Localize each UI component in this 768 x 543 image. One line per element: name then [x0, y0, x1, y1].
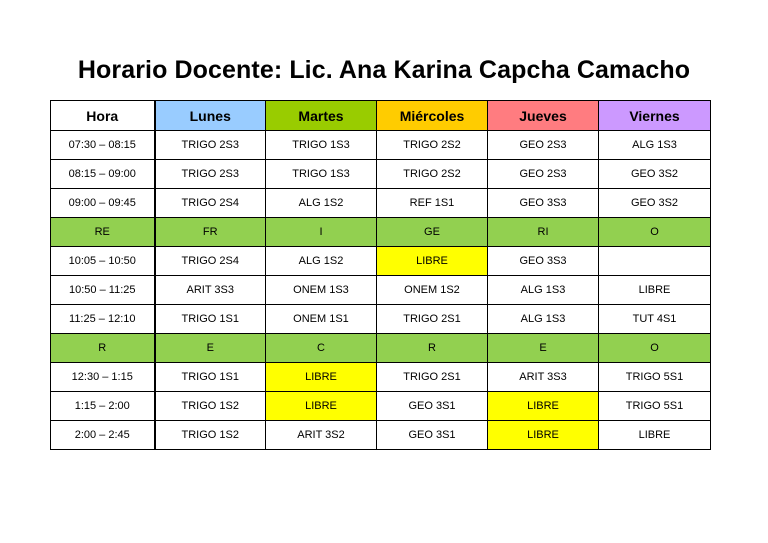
header-martes: Martes: [266, 101, 377, 131]
schedule-cell: E: [155, 334, 266, 363]
schedule-cell: TRIGO 1S3: [266, 160, 377, 189]
schedule-cell: GEO 2S3: [488, 131, 599, 160]
schedule-cell: TRIGO 5S1: [599, 363, 711, 392]
time-cell: 1:15 – 2:00: [51, 392, 155, 421]
table-row: [51, 276, 711, 305]
schedule-cell: TRIGO 5S1: [599, 392, 711, 421]
schedule-cell: TRIGO 2S3: [155, 160, 266, 189]
schedule-cell: GEO 2S3: [488, 160, 599, 189]
schedule-cell: GEO 3S3: [488, 189, 599, 218]
schedule-cell: RI: [488, 218, 599, 247]
break-row: [51, 218, 711, 247]
schedule-cell: ONEM 1S3: [266, 276, 377, 305]
header-jueves: Jueves: [488, 101, 599, 131]
table-row: [51, 131, 711, 160]
schedule-cell: ONEM 1S1: [266, 305, 377, 334]
schedule-table: [50, 100, 711, 450]
time-cell: 10:05 – 10:50: [51, 247, 155, 276]
schedule-cell: TRIGO 2S3: [155, 131, 266, 160]
page-title: Horario Docente: Lic. Ana Karina Capcha Camacho: [77, 56, 691, 84]
schedule-cell: TRIGO 1S1: [155, 363, 266, 392]
schedule-cell: ALG 1S2: [266, 189, 377, 218]
table-row: [51, 392, 711, 421]
table-row: [51, 160, 711, 189]
time-cell: RE: [51, 218, 155, 247]
schedule-cell: LIBRE: [599, 421, 711, 450]
schedule-cell: TUT 4S1: [599, 305, 711, 334]
schedule-cell: R: [377, 334, 488, 363]
schedule-cell: GEO 3S2: [599, 160, 711, 189]
schedule-cell: ALG 1S2: [266, 247, 377, 276]
schedule-cell: LIBRE: [488, 421, 599, 450]
schedule-cell: ARIT 3S3: [488, 363, 599, 392]
schedule-cell: TRIGO 2S4: [155, 189, 266, 218]
schedule-cell: ALG 1S3: [488, 276, 599, 305]
header-miercoles: Miércoles: [377, 101, 488, 131]
schedule-cell: ALG 1S3: [599, 131, 711, 160]
schedule-cell: GEO 3S1: [377, 421, 488, 450]
schedule-cell: GEO 3S1: [377, 392, 488, 421]
schedule-cell: LIBRE: [488, 392, 599, 421]
time-cell: 10:50 – 11:25: [51, 276, 155, 305]
header-lunes: Lunes: [155, 101, 266, 131]
schedule-cell: LIBRE: [266, 392, 377, 421]
table-row: [51, 247, 711, 276]
table-row: [51, 189, 711, 218]
time-cell: 09:00 – 09:45: [51, 189, 155, 218]
schedule-cell: TRIGO 2S4: [155, 247, 266, 276]
schedule-cell: GEO 3S2: [599, 189, 711, 218]
schedule-body: [51, 131, 711, 450]
schedule-cell: TRIGO 1S1: [155, 305, 266, 334]
table-row: [51, 305, 711, 334]
schedule-cell: LIBRE: [266, 363, 377, 392]
header-row: [51, 101, 711, 131]
schedule-cell: ALG 1S3: [488, 305, 599, 334]
table-row: [51, 421, 711, 450]
break-row: [51, 334, 711, 363]
time-cell: R: [51, 334, 155, 363]
schedule-cell: TRIGO 1S2: [155, 421, 266, 450]
time-cell: 11:25 – 12:10: [51, 305, 155, 334]
schedule-cell: REF 1S1: [377, 189, 488, 218]
schedule-cell: TRIGO 2S2: [377, 160, 488, 189]
schedule-cell: I: [266, 218, 377, 247]
schedule-cell: FR: [155, 218, 266, 247]
schedule-cell: TRIGO 2S2: [377, 131, 488, 160]
time-cell: 12:30 – 1:15: [51, 363, 155, 392]
schedule-cell: ARIT 3S2: [266, 421, 377, 450]
schedule-cell: [599, 247, 711, 276]
time-cell: 2:00 – 2:45: [51, 421, 155, 450]
schedule-cell: O: [599, 334, 711, 363]
schedule-cell: C: [266, 334, 377, 363]
time-cell: 08:15 – 09:00: [51, 160, 155, 189]
schedule-cell: TRIGO 1S3: [266, 131, 377, 160]
schedule-cell: LIBRE: [599, 276, 711, 305]
time-cell: 07:30 – 08:15: [51, 131, 155, 160]
header-viernes: Viernes: [599, 101, 711, 131]
schedule-cell: E: [488, 334, 599, 363]
schedule-cell: ARIT 3S3: [155, 276, 266, 305]
schedule-cell: TRIGO 1S2: [155, 392, 266, 421]
schedule-cell: LIBRE: [377, 247, 488, 276]
header-hora: Hora: [51, 101, 155, 131]
schedule-cell: O: [599, 218, 711, 247]
table-row: [51, 363, 711, 392]
schedule-cell: TRIGO 2S1: [377, 363, 488, 392]
schedule-cell: ONEM 1S2: [377, 276, 488, 305]
schedule-cell: GEO 3S3: [488, 247, 599, 276]
schedule-cell: GE: [377, 218, 488, 247]
schedule-cell: TRIGO 2S1: [377, 305, 488, 334]
